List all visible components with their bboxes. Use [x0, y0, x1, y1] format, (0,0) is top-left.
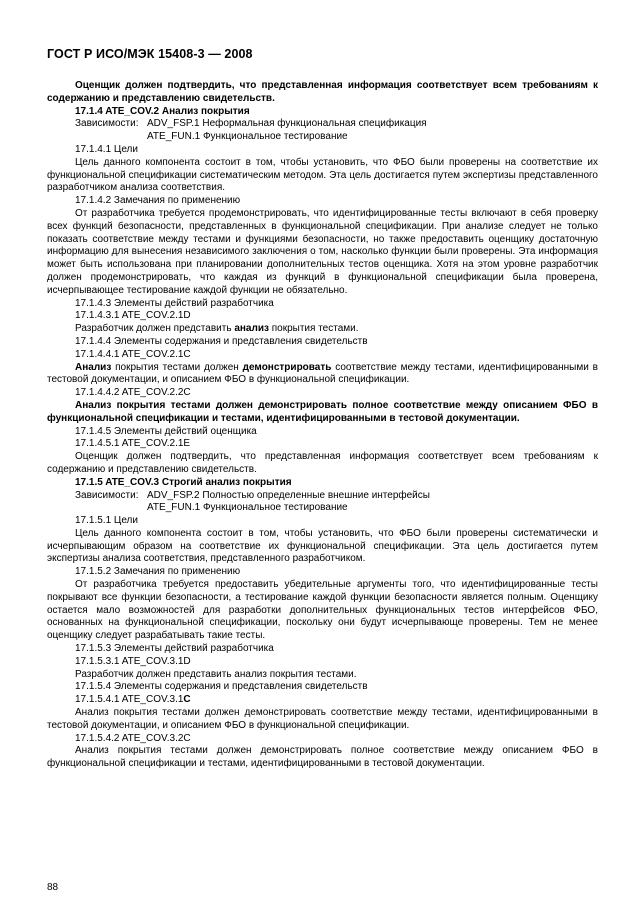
element-id: 17.1.5.3.1 ATE_COV.3.1D: [75, 655, 191, 667]
paragraph-bold: Анализ покрытия тестами должен демонстрировать полное соответствие между описанием ФБО в функциональной спецификации и тестами, идентифицированными в тестовой документации.: [47, 399, 598, 424]
text-run: соответствие между тестами, идентифицированными в тестовой документации, и описанием ФБО в функциональной спецификации.: [47, 361, 598, 386]
element-id: 17.1.4.4.1 ATE_COV.2.1C: [75, 348, 191, 360]
element-id: 17.1.4.5.1 ATE_COV.2.1E: [75, 438, 191, 450]
text-run-bold: C: [183, 694, 191, 706]
subsection-heading: 17.1.4.3 Элементы действий разработчика: [75, 297, 274, 309]
element-id: 17.1.4.3.1 ATE_COV.2.1D: [75, 310, 191, 322]
subsection-heading: 17.1.4.5 Элементы действий оценщика: [75, 425, 257, 437]
page-number: 88: [47, 882, 59, 893]
paragraph: От разработчика требуется продемонстрировать, что идентифицированные тесты включают в себя проверку всех функций безопасности, представленных в функциональной спецификации. При анализе следует не только показать соответствие между тестами и функциями безопасности, но также предоставить оценщику достаточную информацию для вынесения независимого заключения о том, насколько функции были проверены. Эта информация может быть использована при планировании дополнительных тестов оценщика. Хотя на этом уровне разработчик должен продемонстрировать, что каждая из функций в функциональной спецификации была проверена, исчерпывающее тестирование каждой функции не обязательно.: [47, 207, 598, 296]
paragraph: [47, 323, 598, 336]
paragraph-evaluator-confirm: Оценщик должен подтвердить, что представленная информация соответствует всем требованиям к содержанию и представлению свидетельств.: [47, 80, 598, 104]
text-run: 17.1.5.4.1 ATE_COV.3.1: [75, 694, 184, 706]
dependency-item: ADV_FSP.2 Полностью определенные внешние интерфейсы: [147, 489, 430, 501]
document-header: ГОСТ Р ИСО/МЭК 15408-3 — 2008: [47, 47, 253, 61]
text-run-bold: демонстрировать: [242, 361, 332, 373]
subsection-heading: 17.1.5.1 Цели: [75, 515, 138, 527]
text-run-bold: анализ: [234, 323, 269, 335]
paragraph: Разработчик должен представить анализ покрытия тестами.: [75, 668, 357, 680]
element-id: 17.1.4.4.2 ATE_COV.2.2C: [75, 387, 191, 399]
paragraph: Анализ покрытия тестами должен демонстрировать полное соответствие между описанием ФБО в функциональной спецификации и тестами, идентифицированными в тестовой документации.: [47, 745, 598, 770]
text-run: покрытия тестами.: [268, 323, 359, 335]
section-heading-ate-cov2: 17.1.4 ATE_COV.2 Анализ покрытия: [75, 105, 250, 117]
dependencies-label: Зависимости:: [75, 489, 139, 501]
paragraph: [47, 362, 598, 388]
paragraph: Цель данного компонента состоит в том, чтобы установить, что ФБО были проверены систематически и исчерпывающим образом на соответствие их функциональной спецификации. Эта цель достигается путем экспертизы анализа соответствия, представленного разработчиком.: [47, 527, 598, 565]
paragraph: От разработчика требуется предоставить убедительные аргументы того, что идентифицированные тесты покрывают все функции безопасности, а тестирование каждой функции безопасности является полным. Оценщику остается мало возможностей для разработки дополнительных функциональных тестов интерфейсов ФБО, основанных на функциональной спецификации, поскольку они будут исчерпывающе проверены. Тем не менее оценщику следует разрабатывать такие тесты.: [47, 579, 598, 642]
text-run: покрытия тестами должен: [111, 361, 243, 373]
dependency-item: ADV_FSP.1 Неформальная функциональная спецификация: [147, 118, 427, 130]
dependency-item: ATE_FUN.1 Функциональное тестирование: [147, 131, 348, 143]
element-id: 17.1.5.4.2 ATE_COV.3.2C: [75, 732, 191, 744]
paragraph: Анализ покрытия тестами должен демонстрировать соответствие между тестами, идентифицированными в тестовой документации, и описанием ФБО в функциональной спецификации.: [47, 707, 598, 731]
subsection-heading: 17.1.4.2 Замечания по применению: [75, 195, 241, 207]
dependency-item: ATE_FUN.1 Функциональное тестирование: [147, 502, 348, 514]
subsection-heading: 17.1.5.4 Элементы содержания и представления свидетельств: [75, 681, 368, 693]
document-body: [47, 80, 598, 771]
element-id: [47, 694, 598, 707]
subsection-heading: 17.1.4.1 Цели: [75, 143, 138, 155]
dependencies-ate-cov2: [47, 118, 598, 144]
dependencies-label: Зависимости:: [75, 118, 139, 130]
subsection-heading: 17.1.5.2 Замечания по применению: [75, 566, 241, 578]
text-run-bold: Анализ: [75, 361, 112, 373]
subsection-heading: 17.1.4.4 Элементы содержания и представления свидетельств: [75, 335, 368, 347]
paragraph: Оценщик должен подтвердить, что представленная информация соответствует всем требованиям к содержанию и представлению свидетельств.: [47, 451, 598, 475]
subsection-heading: 17.1.5.3 Элементы действий разработчика: [75, 643, 274, 655]
text-run: Разработчик должен представить: [75, 323, 235, 335]
section-heading-ate-cov3: 17.1.5 ATE_COV.3 Строгий анализ покрытия: [75, 476, 292, 488]
dependencies-ate-cov3: [47, 490, 598, 516]
paragraph: Цель данного компонента состоит в том, чтобы установить, что ФБО были проверены на соответствие их функциональной спецификации систематическим методом. Эта цель достигается путем экспертизы представленного разработчиком анализа соответствия.: [47, 156, 598, 194]
